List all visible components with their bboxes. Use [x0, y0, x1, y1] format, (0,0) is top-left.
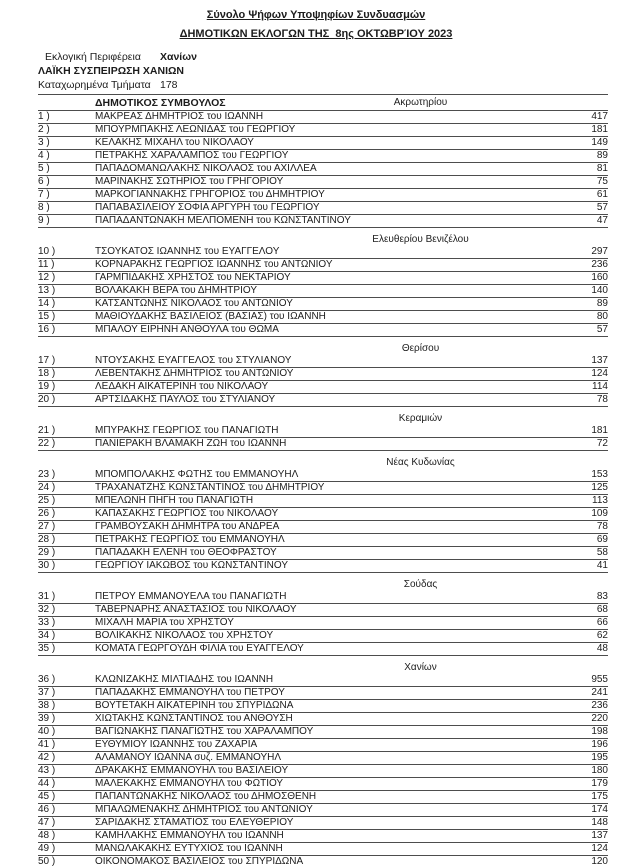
candidate-name: ΛΕΒΕΝΤΑΚΗΣ ΔΗΜΗΤΡΙΟΣ του ΑΝΤΩΝΙΟΥ: [95, 368, 294, 379]
candidate-name: ΒΟΛΑΚΑΚΗ ΒΕΡΑ του ΔΗΜΗΤΡΙΟΥ: [95, 285, 257, 296]
candidate-votes: 137: [591, 355, 608, 366]
candidate-name: ΚΑΜΗΛΑΚΗΣ ΕΜΜΑΝΟΥΗΛ του ΙΩΑΝΝΗ: [95, 830, 284, 841]
candidate-name: ΜΠΕΛΩΝΗ ΠΗΓΗ του ΠΑΝΑΓΙΩΤΗ: [95, 495, 254, 506]
section-header-row: [38, 662, 608, 674]
candidate-votes: 175: [591, 791, 608, 802]
candidate-votes: 120: [591, 856, 608, 867]
candidate-number: 20 ): [38, 394, 56, 405]
candidate-name: ΔΡΑΚΑΚΗΣ ΕΜΜΑΝΟΥΗΛ του ΒΑΣΙΛΕΙΟΥ: [95, 765, 289, 776]
candidate-name: ΜΑΛΕΚΑΚΗΣ ΕΜΜΑΝΟΥΗΛ του ΦΩΤΙΟΥ: [95, 778, 284, 789]
candidate-name: ΑΛΑΜΑΝΟΥ ΙΩΑΝΝΑ συζ. ΕΜΜΑΝΟΥΗΛ: [95, 752, 282, 763]
candidate-name: ΜΠΟΜΠΟΛΑΚΗΣ ΦΩΤΗΣ του ΕΜΜΑΝΟΥΗΛ: [95, 469, 299, 480]
candidate-name: ΚΟΜΑΤΑ ΓΕΩΡΓΟΥΔΗ ΦΙΛΙΑ του ΕΥΑΓΓΕΛΟΥ: [95, 643, 304, 654]
candidate-row: [38, 259, 608, 272]
table-title: ΔΗΜΟΤΙΚΟΣ ΣΥΜΒΟΥΛΟΣ: [95, 97, 226, 109]
candidate-votes: 89: [596, 150, 608, 161]
section-name: Νέας Κυδωνίας: [386, 457, 455, 468]
candidate-row: [38, 804, 608, 817]
section-name: Σούδας: [403, 579, 438, 590]
candidate-number: 16 ): [38, 324, 56, 335]
candidate-votes: 149: [591, 137, 608, 148]
candidate-votes: 417: [591, 111, 608, 122]
section-name: Θερίσου: [401, 343, 440, 354]
candidate-name: ΠΕΤΡΟΥ ΕΜΜΑΝΟΥΕΛΑ του ΠΑΝΑΓΙΩΤΗ: [95, 591, 287, 602]
document-info: [38, 41, 608, 92]
candidate-name: ΤΣΟΥΚΑΤΟΣ ΙΩΑΝΝΗΣ του ΕΥΑΓΓΕΛΟΥ: [95, 246, 280, 257]
candidate-row: [38, 856, 608, 868]
candidate-name: ΠΑΠΑΔΑΚΗΣ ΕΜΜΑΝΟΥΗΛ του ΠΕΤΡΟΥ: [95, 687, 285, 698]
candidate-number: 4 ): [38, 150, 50, 161]
candidate-number: 36 ): [38, 674, 56, 685]
candidate-name: ΜΑΡΚΟΓΙΑΝΝΑΚΗΣ ΓΡΗΓΟΡΙΟΣ του ΔΗΜΗΤΡΙΟΥ: [95, 189, 325, 200]
candidate-number: 19 ): [38, 381, 56, 392]
candidate-row: [38, 604, 608, 617]
candidate-number: 22 ): [38, 438, 56, 449]
candidate-votes: 57: [596, 202, 608, 213]
candidate-votes: 75: [596, 176, 608, 187]
candidate-number: 38 ): [38, 700, 56, 711]
candidate-name: ΠΕΤΡΑΚΗΣ ΓΕΩΡΓΙΟΣ του ΕΜΜΑΝΟΥΗΛ: [95, 534, 285, 545]
candidate-row: [38, 495, 608, 508]
candidate-name: ΒΟΛΙΚΑΚΗΣ ΝΙΚΟΛΑΟΣ του ΧΡΗΣΤΟΥ: [95, 630, 274, 641]
candidate-votes: 181: [591, 425, 608, 436]
candidate-row: [38, 752, 608, 765]
document-title: Σύνολο Ψήφων Υποψηφίων Συνδυασμών: [206, 9, 426, 21]
candidate-name: ΕΥΘΥΜΙΟΥ ΙΩΑΝΝΗΣ του ΖΑΧΑΡΙΑ: [95, 739, 258, 750]
candidate-name: ΜΑΡΙΝΑΚΗΣ ΣΩΤΗΡΙΟΣ του ΓΡΗΓΟΡΙΟΥ: [95, 176, 284, 187]
candidate-row: [38, 272, 608, 285]
candidate-number: 17 ): [38, 355, 56, 366]
section-name: Ελευθερίου Βενιζέλου: [372, 234, 469, 245]
candidate-number: 32 ): [38, 604, 56, 615]
candidate-row: [38, 150, 608, 163]
candidate-row: [38, 176, 608, 189]
candidate-row: [38, 298, 608, 311]
candidate-votes: 81: [596, 163, 608, 174]
candidate-number: 25 ): [38, 495, 56, 506]
candidate-row: [38, 163, 608, 176]
candidate-number: 21 ): [38, 425, 56, 436]
section-name: Χανίων: [404, 662, 437, 673]
candidate-row: [38, 817, 608, 830]
candidate-votes: 140: [591, 285, 608, 296]
electoral-district-value: Χανίων: [160, 51, 197, 63]
candidate-name: ΓΑΡΜΠΙΔΑΚΗΣ ΧΡΗΣΤΟΣ του ΝΕΚΤΑΡΙΟΥ: [95, 272, 291, 283]
candidate-number: 7 ): [38, 189, 50, 200]
candidate-number: 24 ): [38, 482, 56, 493]
candidate-votes: 69: [596, 534, 608, 545]
candidate-number: 18 ): [38, 368, 56, 379]
candidate-votes: 179: [591, 778, 608, 789]
candidate-number: 11 ): [38, 259, 55, 270]
candidate-row: [38, 438, 608, 451]
candidate-row: [38, 111, 608, 124]
registered-precincts-line: [38, 78, 608, 92]
candidate-votes: 196: [591, 739, 608, 750]
candidate-number: 26 ): [38, 508, 56, 519]
candidate-row: [38, 202, 608, 215]
registered-precincts-label: Καταχωρημένα Τμήματα: [38, 79, 151, 91]
candidate-row: [38, 189, 608, 202]
section-name-akrotiriou: Ακρωτηρίου: [393, 97, 448, 108]
electoral-district-label: Εκλογική Περιφέρεια: [45, 51, 141, 63]
candidate-row: [38, 355, 608, 368]
candidate-votes: 48: [596, 643, 608, 654]
candidate-name: ΤΑΒΕΡΝΑΡΗΣ ΑΝΑΣΤΑΣΙΟΣ του ΝΙΚΟΛΑΟΥ: [95, 604, 297, 615]
section-header-row: [38, 457, 608, 469]
candidate-row: [38, 765, 608, 778]
candidate-number: 5 ): [38, 163, 50, 174]
candidate-votes: 61: [596, 189, 608, 200]
candidate-name: ΜΑΚΡΕΑΣ ΔΗΜΗΤΡΙΟΣ του ΙΩΑΝΝΗ: [95, 111, 264, 122]
candidate-votes: 195: [591, 752, 608, 763]
candidate-row: [38, 246, 608, 259]
candidate-name: ΜΠΟΥΡΜΠΑΚΗΣ ΛΕΩΝΙΔΑΣ του ΓΕΩΡΓΙΟΥ: [95, 124, 296, 135]
candidate-name: ΠΑΠΑΔΑΚΗ ΕΛΕΝΗ του ΘΕΟΦΡΑΣΤΟΥ: [95, 547, 277, 558]
candidate-name: ΚΟΡΝΑΡΑΚΗΣ ΓΕΩΡΓΙΟΣ ΙΩΑΝΝΗΣ του ΑΝΤΩΝΙΟΥ: [95, 259, 333, 270]
candidate-votes: 180: [591, 765, 608, 776]
candidate-number: 14 ): [38, 298, 56, 309]
candidate-votes: 113: [592, 495, 608, 506]
candidate-row: [38, 560, 608, 573]
document-subtitle: ΔΗΜΟΤΙΚΩΝ ΕΚΛΟΓΩΝ ΤΗΣ 8ης ΟΚΤΩΒΡΊΟΥ 2023: [179, 28, 453, 40]
party-name: ΛΑΪΚΗ ΣΥΣΠΕΙΡΩΣΗ ΧΑΝΙΩΝ: [38, 65, 185, 77]
candidate-number: 33 ): [38, 617, 56, 628]
candidate-row: [38, 215, 608, 228]
candidate-number: 47 ): [38, 817, 56, 828]
candidate-name: ΜΠΥΡΑΚΗΣ ΓΕΩΡΓΙΟΣ του ΠΑΝΑΓΙΩΤΗ: [95, 425, 279, 436]
section-header-row: [38, 579, 608, 591]
candidate-name: ΓΡΑΜΒΟΥΣΑΚΗ ΔΗΜΗΤΡΑ του ΑΝΔΡΕΑ: [95, 521, 280, 532]
candidate-number: 13 ): [38, 285, 56, 296]
table-header-row: [38, 94, 608, 111]
candidate-name: ΤΡΑΧΑΝΑΤΖΗΣ ΚΩΝΣΤΑΝΤΙΝΟΣ του ΔΗΜΗΤΡΙΟΥ: [95, 482, 325, 493]
candidate-row: [38, 630, 608, 643]
candidate-votes: 68: [596, 604, 608, 615]
candidate-number: 31 ): [38, 591, 56, 602]
candidate-name: ΜΙΧΑΛΗ ΜΑΡΙΑ του ΧΡΗΣΤΟΥ: [95, 617, 234, 628]
candidate-name: ΠΑΠΑΒΑΣΙΛΕΙΟΥ ΣΟΦΙΑ ΑΡΓΥΡΗ του ΓΕΩΡΓΙΟΥ: [95, 202, 320, 213]
section-header-row: [38, 413, 608, 425]
candidate-votes: 148: [591, 817, 608, 828]
candidate-row: [38, 617, 608, 630]
candidate-row: [38, 324, 608, 337]
candidate-row: [38, 482, 608, 495]
candidate-row: [38, 739, 608, 752]
candidate-number: 42 ): [38, 752, 56, 763]
results-table: [38, 94, 608, 868]
candidate-row: [38, 726, 608, 739]
candidate-name: ΠΑΝΙΕΡΑΚΗ ΒΛΑΜΑΚΗ ΖΩΗ του ΙΩΑΝΝΗ: [95, 438, 287, 449]
candidate-number: 48 ): [38, 830, 56, 841]
candidate-votes: 160: [591, 272, 608, 283]
candidate-votes: 124: [591, 843, 608, 854]
candidate-number: 28 ): [38, 534, 56, 545]
candidate-number: 37 ): [38, 687, 56, 698]
section-header-row: [38, 343, 608, 355]
candidate-number: 39 ): [38, 713, 56, 724]
candidate-number: 29 ): [38, 547, 56, 558]
candidate-row: [38, 791, 608, 804]
candidate-name: ΚΕΛΑΚΗΣ ΜΙΧΑΗΛ του ΝΙΚΟΛΑΟΥ: [95, 137, 254, 148]
electoral-district-line: [38, 50, 608, 64]
candidate-number: 12 ): [38, 272, 56, 283]
candidate-number: 46 ): [38, 804, 56, 815]
candidate-row: [38, 674, 608, 687]
candidate-number: 45 ): [38, 791, 56, 802]
registered-precincts-value: 178: [160, 79, 178, 91]
candidate-votes: 109: [591, 508, 608, 519]
candidate-votes: 297: [591, 246, 608, 257]
candidate-row: [38, 830, 608, 843]
candidate-name: ΚΛΩΝΙΖΑΚΗΣ ΜΙΛΤΙΑΔΗΣ του ΙΩΑΝΝΗ: [95, 674, 274, 685]
candidate-number: 27 ): [38, 521, 56, 532]
candidate-votes: 236: [591, 700, 608, 711]
candidate-row: [38, 469, 608, 482]
candidate-number: 49 ): [38, 843, 56, 854]
candidate-number: 34 ): [38, 630, 56, 641]
candidate-name: ΑΡΤΣΙΔΑΚΗΣ ΠΑΥΛΟΣ του ΣΤΥΛΙΑΝΟΥ: [95, 394, 276, 405]
candidate-name: ΜΑΘΙΟΥΔΑΚΗΣ ΒΑΣΙΛΕΙΟΣ (ΒΑΣΙΑΣ) του ΙΩΑΝΝΗ: [95, 311, 326, 322]
candidate-number: 30 ): [38, 560, 56, 571]
section-header-row: [38, 234, 608, 246]
candidate-number: 3 ): [38, 137, 50, 148]
candidate-name: ΜΠΑΛΟΥ ΕΙΡΗΝΗ ΑΝΘΟΥΛΑ του ΘΩΜΑ: [95, 324, 279, 335]
section-name: Κεραμιών: [398, 413, 443, 424]
candidate-votes: 58: [596, 547, 608, 558]
candidate-votes: 78: [596, 521, 608, 532]
candidate-number: 35 ): [38, 643, 56, 654]
candidate-votes: 78: [596, 394, 608, 405]
candidate-name: ΜΑΝΩΛΑΚΑΚΗΣ ΕΥΤΥΧΙΟΣ του ΙΩΑΝΝΗ: [95, 843, 283, 854]
candidate-name: ΚΑΤΣΑΝΤΩΝΗΣ ΝΙΚΟΛΑΟΣ του ΑΝΤΩΝΙΟΥ: [95, 298, 293, 309]
candidate-number: 43 ): [38, 765, 56, 776]
candidate-row: [38, 843, 608, 856]
candidate-name: ΜΠΑΛΩΜΕΝΑΚΗΣ ΔΗΜΗΤΡΙΟΣ του ΑΝΤΩΝΙΟΥ: [95, 804, 313, 815]
candidate-name: ΣΑΡΙΔΑΚΗΣ ΣΤΑΜΑΤΙΟΣ του ΕΛΕΥΘΕΡΙΟΥ: [95, 817, 294, 828]
candidate-row: [38, 521, 608, 534]
candidate-number: 6 ): [38, 176, 50, 187]
candidate-name: ΒΟΥΤΕΤΑΚΗ ΑΙΚΑΤΕΡΙΝΗ του ΣΠΥΡΙΔΩΝΑ: [95, 700, 294, 711]
candidate-votes: 955: [591, 674, 608, 685]
candidate-number: 40 ): [38, 726, 56, 737]
candidate-votes: 72: [596, 438, 608, 449]
candidate-name: ΠΑΠΑΔΑΝΤΩΝΑΚΗ ΜΕΛΠΟΜΕΝΗ του ΚΩΝΣΤΑΝΤΙΝΟΥ: [95, 215, 351, 226]
candidate-row: [38, 687, 608, 700]
candidate-name: ΒΑΓΙΩΝΑΚΗΣ ΠΑΝΑΓΙΩΤΗΣ του ΧΑΡΑΛΑΜΠΟΥ: [95, 726, 314, 737]
candidate-row: [38, 778, 608, 791]
candidate-votes: 83: [596, 591, 608, 602]
candidate-votes: 181: [591, 124, 608, 135]
candidate-votes: 220: [591, 713, 608, 724]
candidate-row: [38, 547, 608, 560]
candidate-number: 41 ): [38, 739, 56, 750]
candidate-votes: 174: [591, 804, 608, 815]
candidate-name: ΟΙΚΟΝΟΜΑΚΟΣ ΒΑΣΙΛΕΙΟΣ του ΣΠΥΡΙΔΩΝΑ: [95, 856, 304, 867]
candidate-votes: 241: [591, 687, 608, 698]
candidate-name: ΝΤΟΥΣΑΚΗΣ ΕΥΑΓΓΕΛΟΣ του ΣΤΥΛΙΑΝΟΥ: [95, 355, 292, 366]
candidate-votes: 137: [591, 830, 608, 841]
candidate-number: 44 ): [38, 778, 56, 789]
candidate-votes: 114: [592, 381, 608, 392]
candidate-votes: 125: [591, 482, 608, 493]
candidate-row: [38, 368, 608, 381]
candidate-number: 50 ): [38, 856, 56, 867]
candidate-row: [38, 381, 608, 394]
candidate-row: [38, 285, 608, 298]
candidate-row: [38, 124, 608, 137]
candidate-name: ΧΙΩΤΑΚΗΣ ΚΩΝΣΤΑΝΤΙΝΟΣ του ΑΝΘΟΥΣΗ: [95, 713, 293, 724]
candidate-number: 8 ): [38, 202, 50, 213]
table-body: [38, 111, 608, 868]
candidate-name: ΚΑΠΑΣΑΚΗΣ ΓΕΩΡΓΙΟΣ του ΝΙΚΟΛΑΟΥ: [95, 508, 279, 519]
candidate-row: [38, 425, 608, 438]
candidate-votes: 66: [596, 617, 608, 628]
candidate-votes: 80: [596, 311, 608, 322]
candidate-votes: 198: [591, 726, 608, 737]
candidate-row: [38, 137, 608, 150]
candidate-row: [38, 713, 608, 726]
candidate-row: [38, 700, 608, 713]
candidate-row: [38, 643, 608, 656]
candidate-votes: 41: [596, 560, 608, 571]
candidate-number: 15 ): [38, 311, 56, 322]
candidate-number: 23 ): [38, 469, 56, 480]
candidate-row: [38, 508, 608, 521]
candidate-votes: 124: [591, 368, 608, 379]
candidate-votes: 89: [596, 298, 608, 309]
candidate-number: 9 ): [38, 215, 50, 226]
candidate-name: ΓΕΩΡΓΙΟΥ ΙΑΚΩΒΟΣ του ΚΩΝΣΤΑΝΤΙΝΟΥ: [95, 560, 288, 571]
candidate-votes: 153: [591, 469, 608, 480]
candidate-name: ΛΕΔΑΚΗ ΑΙΚΑΤΕΡΙΝΗ του ΝΙΚΟΛΑΟΥ: [95, 381, 269, 392]
candidate-row: [38, 534, 608, 547]
candidate-name: ΠΑΠΑΝΤΩΝΑΚΗΣ ΝΙΚΟΛΑΟΣ του ΔΗΜΟΣΘΕΝΗ: [95, 791, 317, 802]
candidate-row: [38, 311, 608, 324]
candidate-name: ΠΕΤΡΑΚΗΣ ΧΑΡΑΛΑΜΠΟΣ του ΓΕΩΡΓΙΟΥ: [95, 150, 289, 161]
candidate-votes: 236: [591, 259, 608, 270]
candidate-number: 10 ): [38, 246, 56, 257]
candidate-number: 1 ): [38, 111, 50, 122]
candidate-row: [38, 394, 608, 407]
candidate-row: [38, 591, 608, 604]
candidate-votes: 47: [596, 215, 608, 226]
candidate-name: ΠΑΠΑΔΟΜΑΝΩΛΑΚΗΣ ΝΙΚΟΛΑΟΣ του ΑΧΙΛΛΕΑ: [95, 163, 317, 174]
candidate-votes: 57: [596, 324, 608, 335]
candidate-number: 2 ): [38, 124, 50, 135]
candidate-votes: 62: [596, 630, 608, 641]
